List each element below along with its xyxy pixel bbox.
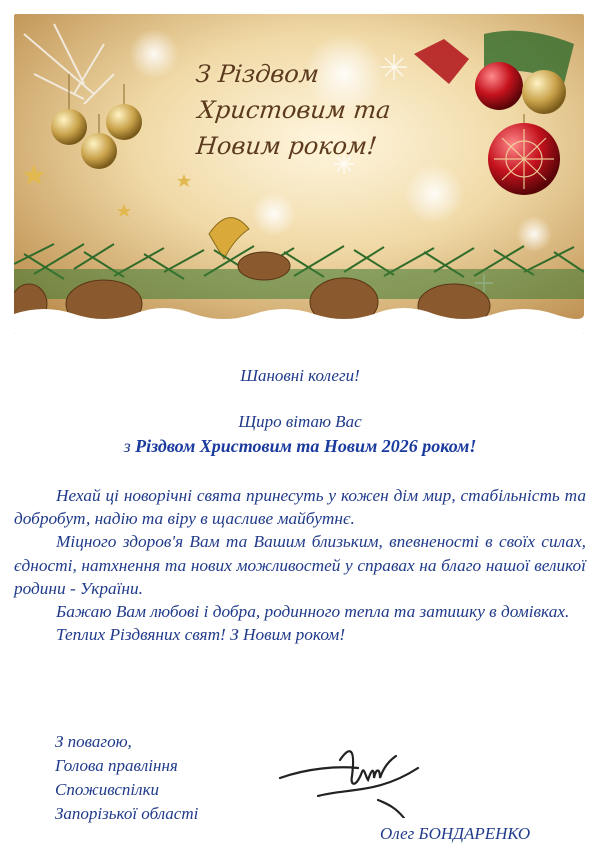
paragraph-1: Нехай ці новорічні свята принесуть у кожен дім мир, стабільність та добробут, надію та віру в щасливе майбутнє. <box>14 486 586 529</box>
signoff-line-2: Голова правління <box>55 756 178 775</box>
banner-line-1: З Різдвом <box>194 60 321 88</box>
paragraph-2: Міцного здоров'я Вам та Вашим близьким, впевненості в своїх силах, єдності, натхнення та нових можливостей у справах на благо нашої великої родини - України. <box>14 532 586 598</box>
banner-greeting-text <box>186 56 427 164</box>
letter-body <box>14 484 586 646</box>
banner-line-2: Христовим та <box>196 96 393 124</box>
christmas-banner-image <box>14 14 584 334</box>
greeting-line-1: Щиро вітаю Вас <box>238 412 362 431</box>
greeting-holiday: Різдвом Христовим та Новим 2026 роком! <box>135 436 477 456</box>
greeting-line-2 <box>0 436 600 457</box>
handwritten-signature <box>278 738 428 823</box>
signoff-line-3: Споживспілки <box>55 780 160 799</box>
paragraph-3: Бажаю Вам любові і добра, родинного тепла та затишку в домівках. <box>56 602 570 622</box>
banner-line-3: Новим роком! <box>194 132 379 160</box>
signoff-block <box>55 730 198 826</box>
greeting-prefix: з <box>123 436 131 456</box>
signoff-line-1: З повагою, <box>55 732 132 751</box>
signer-name: Олег БОНДАРЕНКО <box>380 824 531 843</box>
signoff-line-4: Запорізької області <box>55 804 199 823</box>
salutation: Шановні колеги! <box>240 366 360 385</box>
paragraph-4: Теплих Різдвяних свят! З Новим роком! <box>56 625 346 645</box>
